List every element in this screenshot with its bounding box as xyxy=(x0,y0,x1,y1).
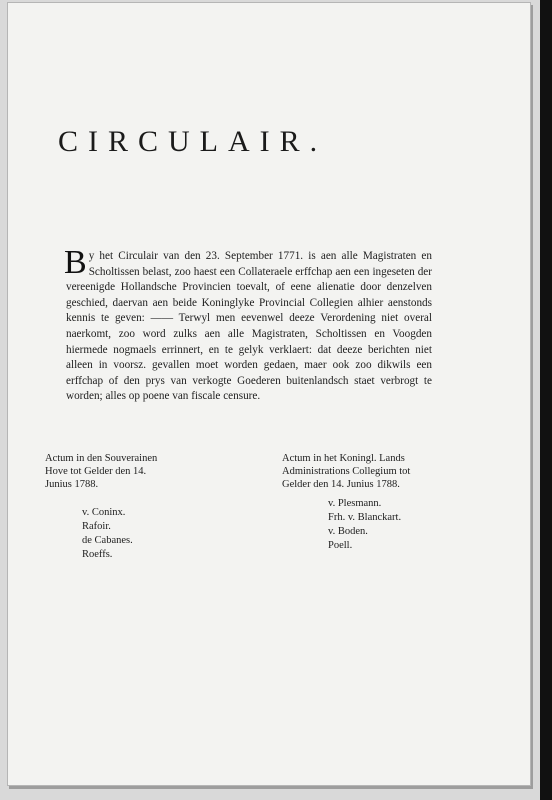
signature-name: v. Coninx. xyxy=(82,507,126,518)
scan-edge xyxy=(540,0,552,800)
acta-right xyxy=(282,452,410,491)
signatures-right xyxy=(328,497,401,553)
signature-name: Rafoir. xyxy=(82,521,111,532)
signature-name: de Cabanes. xyxy=(82,535,133,546)
signature-name: v. Boden. xyxy=(328,526,368,537)
drop-cap: B xyxy=(64,244,87,281)
acta-right-line: Gelder den 14. Junius 1788. xyxy=(282,479,400,490)
acta-left-line: Hove tot Gelder den 14. xyxy=(45,466,147,477)
body-paragraph xyxy=(64,244,432,405)
acta-right-line: Administrations Collegium tot xyxy=(282,466,411,477)
body-text: y het Circulair van den 23. September 1771. is aen alle Magistraten en Scholtissen belast, zoo haest een Collateraele erffchap aen een ingeseten der vereenigde Hollandsche Provincien toevalt, of eene alienatie door denzelven geschied, daervan aen beide Koninglyke Provincial Collegien alhier aenstonds kennis te geven: —— Terwyl men eevenwel deeze Verordening niet overal naerkomt, zoo word zulks aen alle Magistraten, Scholtissen en Voogden hiermede nogmaels errinnert, en te gelyk verklaert: dat deeze berichten niet alleen in voorsz. gevallen moet worden gedaen, maer ook zoo dikwils een erffchap of den prys van verkogte Goederen buitenlandsch staet verbrogt te worden; alles op poene van fiscale censure. xyxy=(66,250,432,403)
signatures-left xyxy=(82,506,133,562)
signature-name: v. Plesmann. xyxy=(328,498,382,509)
signature-name: Poell. xyxy=(328,540,353,551)
acta-left-line: Junius 1788. xyxy=(45,479,99,490)
acta-left-line: Actum in den Souverainen xyxy=(45,453,158,464)
document-title: CIRCULAIR. xyxy=(58,125,328,158)
signature-name: Frh. v. Blanckart. xyxy=(328,512,402,523)
signature-name: Roeffs. xyxy=(82,549,113,560)
acta-right-line: Actum in het Koningl. Lands xyxy=(282,453,405,464)
acta-left xyxy=(45,452,157,491)
